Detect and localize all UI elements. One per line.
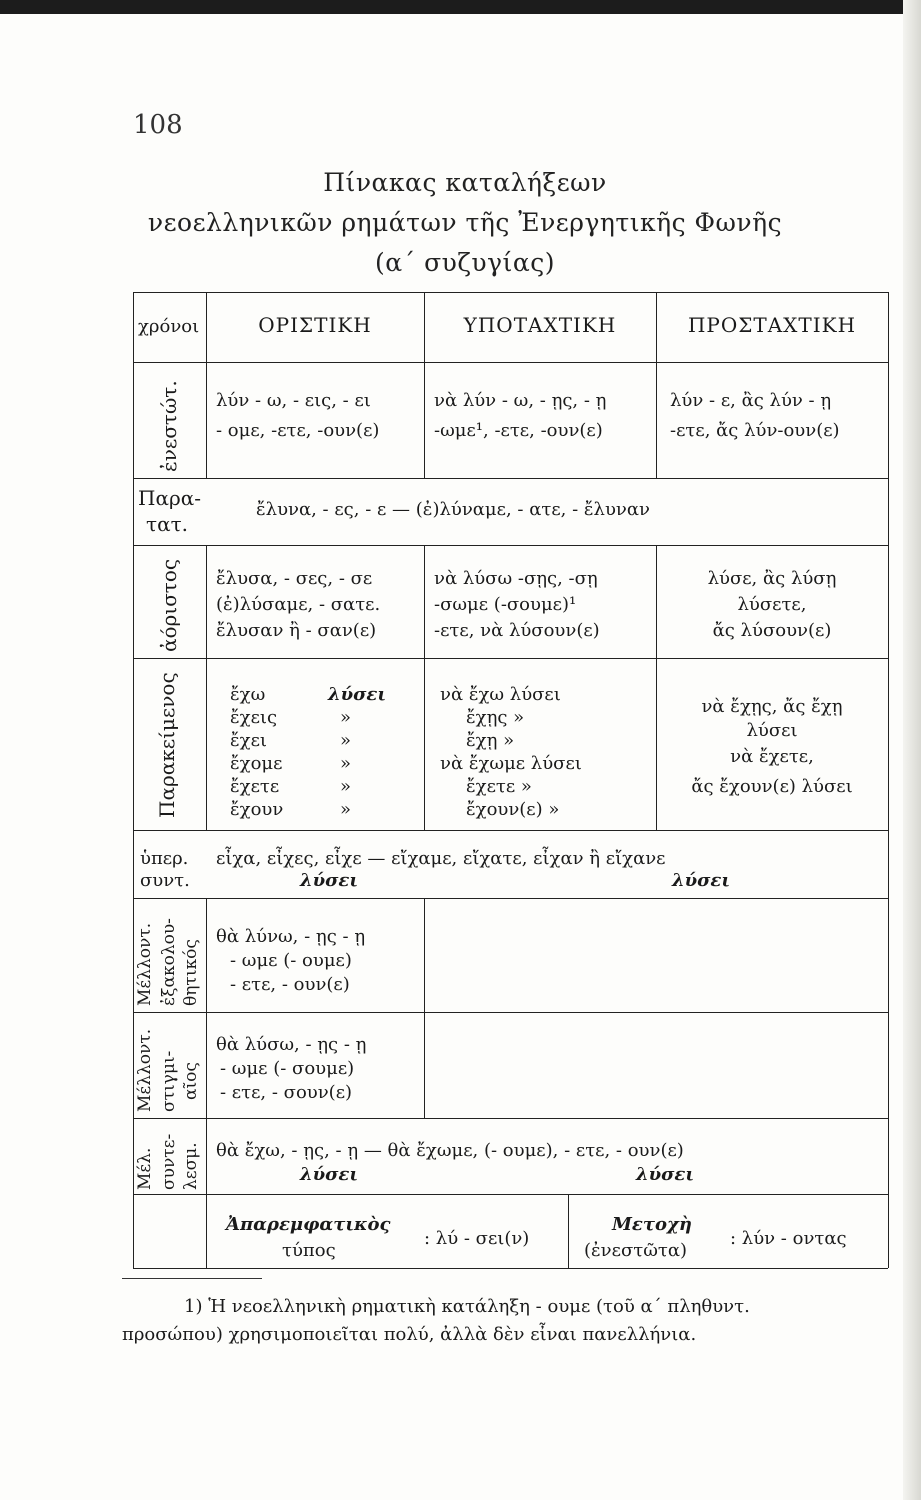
present-imp-2: -ετε, ἄς λύν-ουν(ε) — [670, 420, 840, 441]
future-simple-3: - ετε, - σουν(ε) — [220, 1082, 353, 1103]
rule-future-simple — [133, 1118, 888, 1119]
row-label-pluperfect-1: ὑπερ. — [140, 848, 189, 869]
participle-label: Μετοχὴ — [612, 1214, 692, 1235]
rule-top — [133, 292, 888, 293]
present-ind-1: λύν - ω, - εις, - ει — [216, 390, 371, 411]
pluperfect-verb-right: λύσει — [672, 870, 731, 891]
perfect-imp-3: νὰ ἔχετε, — [730, 746, 814, 767]
future-perfect-verb-left: λύσει — [300, 1164, 359, 1185]
header-tenses: χρόνοι — [138, 316, 200, 337]
infinitive-ending: : λύ - σει(ν) — [424, 1228, 530, 1249]
perfect-ind-verb-1: λύσει — [328, 684, 387, 705]
future-perfect-verb-right: λύσει — [636, 1164, 695, 1185]
aorist-ind-2: (ἐ)λύσαμε, - σατε. — [216, 594, 381, 615]
perfect-subj-6: ἔχουν(ε) » — [466, 799, 560, 820]
present-subj-2: -ωμε¹, -ετε, -ουν(ε) — [434, 420, 603, 441]
col-participle-divider — [568, 1194, 569, 1268]
future-cont-1: θὰ λύνω, - ῃς - ῃ — [216, 926, 366, 947]
perfect-ind-verb-5: » — [340, 776, 352, 797]
aorist-imp-2: λύσετε, — [737, 594, 807, 615]
rule-pluperfect — [133, 898, 888, 899]
row-label-imperfect-1: Παρα- — [138, 486, 201, 510]
row-label-perfect: Παρακείμενος — [155, 672, 179, 818]
rule-header — [133, 362, 888, 363]
aorist-subj-3: -ετε, νὰ λύσουν(ε) — [434, 620, 600, 641]
row-label-pluperfect-2: συντ. — [140, 870, 190, 891]
aorist-imp-3: ἄς λύσουν(ε) — [712, 620, 832, 641]
future-cont-2: - ωμε (- ουμε) — [230, 950, 352, 971]
rule-present — [133, 478, 888, 479]
perfect-imp-4: ἄς ἔχουν(ε) λύσει — [691, 776, 853, 797]
perfect-ind-aux-3: ἔχει — [230, 730, 267, 751]
perfect-ind-aux-5: ἔχετε — [230, 776, 280, 797]
row-label-future-cont-3: θητικός — [181, 939, 201, 1006]
row-label-future-perfect-3: λεσμ. — [181, 1142, 201, 1190]
present-ind-2: - ομε, -ετε, -ουν(ε) — [216, 420, 380, 441]
header-imperative: ΠΡΟΣΤΑΧΤΙΚΗ — [687, 313, 857, 337]
rule-bottom — [133, 1268, 888, 1269]
col-ind-subj-divider-2 — [424, 545, 425, 830]
rule-aorist — [133, 658, 888, 659]
row-label-future-cont-1: Μέλλοντ. — [135, 922, 155, 1006]
scan-right-edge — [903, 0, 921, 1500]
imperfect-forms: ἔλυνα, - ες, - ε — (ἐ)λύναμε, - ατε, - ἔλυναν — [256, 499, 650, 520]
perfect-subj-2: ἔχῃς » — [466, 707, 525, 728]
perfect-subj-1: νὰ ἔχω λύσει — [440, 684, 561, 705]
aorist-subj-1: νὰ λύσω -σῃς, -σῃ — [434, 568, 598, 589]
perfect-subj-5: ἔχετε » — [466, 776, 532, 797]
participle-label-2: (ἐνεστῶτα) — [584, 1240, 688, 1261]
perfect-imp-1: νὰ ἔχῃς, ἄς ἔχῃ — [701, 696, 843, 717]
row-label-future-perfect-1: Μέλ. — [135, 1147, 155, 1190]
row-label-future-simple-3: αῖος — [181, 1062, 201, 1100]
future-simple-1: θὰ λύσω, - ῃς - ῃ — [216, 1034, 367, 1055]
scan-top-edge — [0, 0, 921, 14]
col-tense-divider-2 — [206, 545, 207, 830]
rule-imperfect — [133, 545, 888, 546]
perfect-ind-aux-4: ἔχομε — [230, 753, 283, 774]
present-imp-1: λύν - ε, ἂς λύν - ῃ — [670, 390, 832, 411]
rule-perfect — [133, 830, 888, 831]
row-label-future-simple-1: Μέλλοντ. — [135, 1028, 155, 1112]
perfect-ind-verb-4: » — [340, 753, 352, 774]
row-label-aorist: ἀόριστος — [157, 558, 181, 652]
perfect-ind-verb-6: » — [340, 799, 352, 820]
perfect-subj-3: ἔχῃ » — [466, 730, 515, 751]
pluperfect-verb-left: λύσει — [300, 870, 359, 891]
header-indicative: ΟΡΙΣΤΙΚΗ — [258, 313, 372, 337]
row-label-imperfect-2: τατ. — [146, 512, 188, 536]
future-cont-3: - ετε, - ουν(ε) — [230, 974, 350, 995]
future-perfect-forms: θὰ ἔχω, - ῃς, - ῃ — θὰ ἔχωμε, (- ουμε), - ετε, - ουν(ε) — [216, 1140, 684, 1161]
present-subj-1: νὰ λύν - ω, - ῃς, - ῃ — [434, 390, 607, 411]
aorist-subj-2: -σωμε (-σουμε)¹ — [434, 594, 577, 615]
page-title: Πίνακας καταλήξεων — [323, 168, 607, 197]
col-right-border — [888, 292, 889, 1268]
perfect-ind-aux-6: ἔχουν — [230, 799, 284, 820]
perfect-imp-2: λύσει — [746, 720, 798, 741]
participle-ending: : λύν - οντας — [730, 1228, 847, 1249]
header-subjunctive: ΥΠΟΤΑΧΤΙΚΗ — [463, 313, 617, 337]
aorist-ind-1: ἔλυσα, - σες, - σε — [216, 568, 373, 589]
col-ind-subj-divider-3 — [424, 898, 425, 1118]
row-label-future-perfect-2: συντε- — [159, 1133, 179, 1190]
footnote-line-1: 1) Ἡ νεοελληνικὴ ρηματικὴ κατάληξη - ουμε (τοῦ α΄ πληθυντ. — [184, 1296, 750, 1317]
page-subtitle-conjugation: (α΄ συζυγίας) — [375, 248, 555, 277]
pluperfect-forms: εἶχα, εἶχες, εἶχε — εἴχαμε, εἴχατε, εἶχαν ἢ εἴχανε — [216, 848, 666, 869]
row-label-future-cont-2: ἐξακολου- — [159, 918, 179, 1006]
col-left-border — [133, 292, 134, 1268]
rule-future-perfect — [133, 1194, 888, 1195]
infinitive-label: Ἀπαρεμφατικὸς — [226, 1214, 391, 1235]
page-number: 108 — [133, 110, 183, 140]
aorist-ind-3: ἔλυσαν ἢ - σαν(ε) — [216, 620, 377, 641]
perfect-ind-verb-2: » — [340, 707, 352, 728]
row-label-present: ἐνεστώτ. — [157, 380, 181, 472]
footnote-rule — [122, 1278, 262, 1279]
rule-future-cont — [133, 1012, 888, 1013]
perfect-ind-verb-3: » — [340, 730, 352, 751]
row-label-future-simple-2: στιγμι- — [159, 1050, 179, 1112]
perfect-ind-aux-2: ἔχεις — [230, 707, 278, 728]
page-subtitle: νεοελληνικῶν ρημάτων τῆς Ἐνεργητικῆς Φωνῆς — [147, 208, 783, 237]
col-tense-divider-3 — [206, 898, 207, 1268]
perfect-ind-aux-1: ἔχω — [230, 684, 266, 705]
footnote-line-2: προσώπου) χρησιμοποιεῖται πολύ, ἀλλὰ δὲν εἶναι πανελλήνια. — [122, 1324, 697, 1345]
infinitive-label-2: τύπος — [282, 1240, 336, 1261]
perfect-subj-4: νὰ ἔχωμε λύσει — [440, 753, 582, 774]
aorist-imp-1: λύσε, ἂς λύσῃ — [707, 568, 837, 589]
future-simple-2: - ωμε (- σουμε) — [220, 1058, 355, 1079]
